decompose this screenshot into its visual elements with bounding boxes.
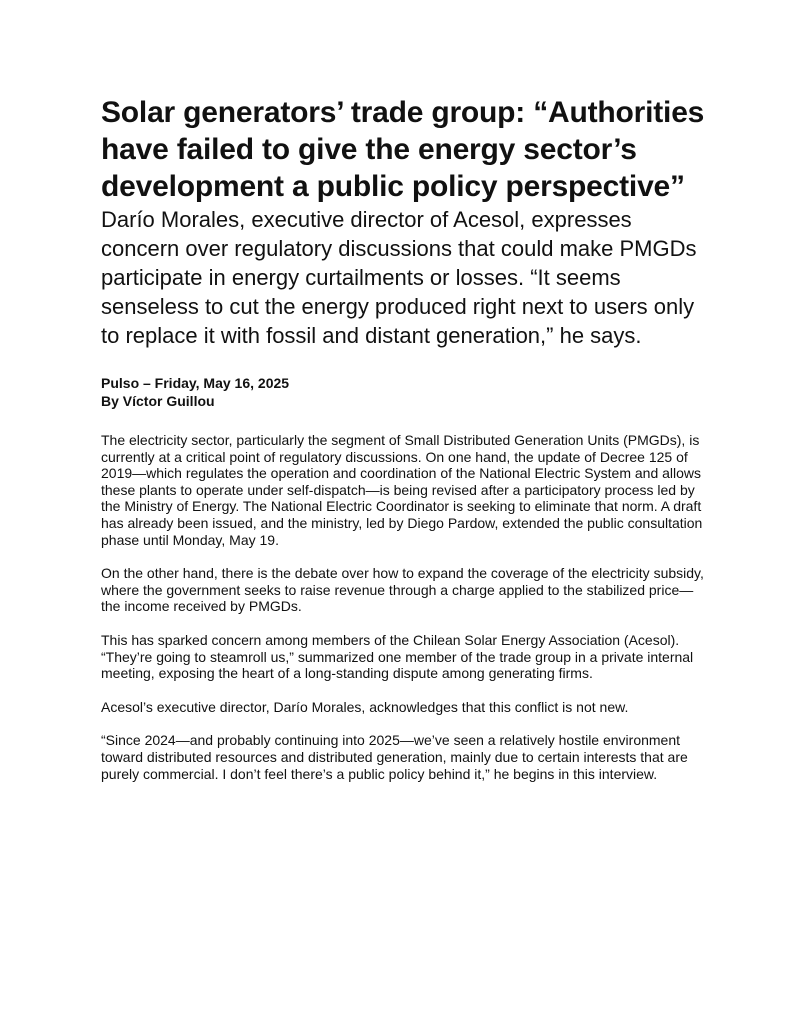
body-paragraph: This has sparked concern among members of the Chilean Solar Energy Association (Acesol). “They’re going to steamroll us,” summarized one member of the trade group in a private internal meeting, exposing the heart of a long-standing dispute among generating firms. bbox=[101, 631, 694, 682]
body-paragraph: The electricity sector, particularly the segment of Small Distributed Generation Units (PMGDs), is currently at a critical point of regulatory discussions. On one hand, the update of Decree 125 of 2019—which regulates the operation and coordination of the National Electric System and allows these plants to operate under self-dispatch—is being revised after a participatory process led by the Ministry of Energy. The National Electric Coordinator is seeking to eliminate that norm. A draft has already been issued, and the ministry, led by Diego Pardow, extended the public consultation phase until Monday, May 19. bbox=[101, 432, 703, 548]
article-dateline: Pulso – Friday, May 16, 2025 bbox=[101, 375, 290, 391]
body-paragraph: On the other hand, there is the debate over how to expand the coverage of the electricity subsidy, where the government seeks to raise revenue through a charge applied to the stabilized price—the income received by PMGDs. bbox=[101, 565, 704, 615]
article-standfirst: Darío Morales, executive director of Acesol, expresses concern over regulatory discussions that could make PMGDs participate in energy curtailments or losses. “It seems senseless to cut the energy produced right next to users only to replace it with fossil and distant generation,” he says. bbox=[101, 207, 697, 348]
body-paragraph: “Since 2024—and probably continuing into 2025—we’ve seen a relatively hostile environment toward distributed resources and distributed generation, mainly due to certain interests that are purely commercial. I don’t feel there’s a public policy behind it,” he begins in this interview. bbox=[101, 732, 688, 782]
article bbox=[101, 94, 711, 799]
article-meta bbox=[101, 374, 711, 410]
article-headline: Solar generators’ trade group: “Authorities have failed to give the energy sector’s development a public policy perspective” bbox=[101, 96, 705, 203]
article-body bbox=[101, 432, 711, 782]
body-paragraph: Acesol’s executive director, Darío Morales, acknowledges that this conflict is not new. bbox=[101, 698, 629, 715]
article-byline: By Víctor Guillou bbox=[101, 393, 215, 409]
